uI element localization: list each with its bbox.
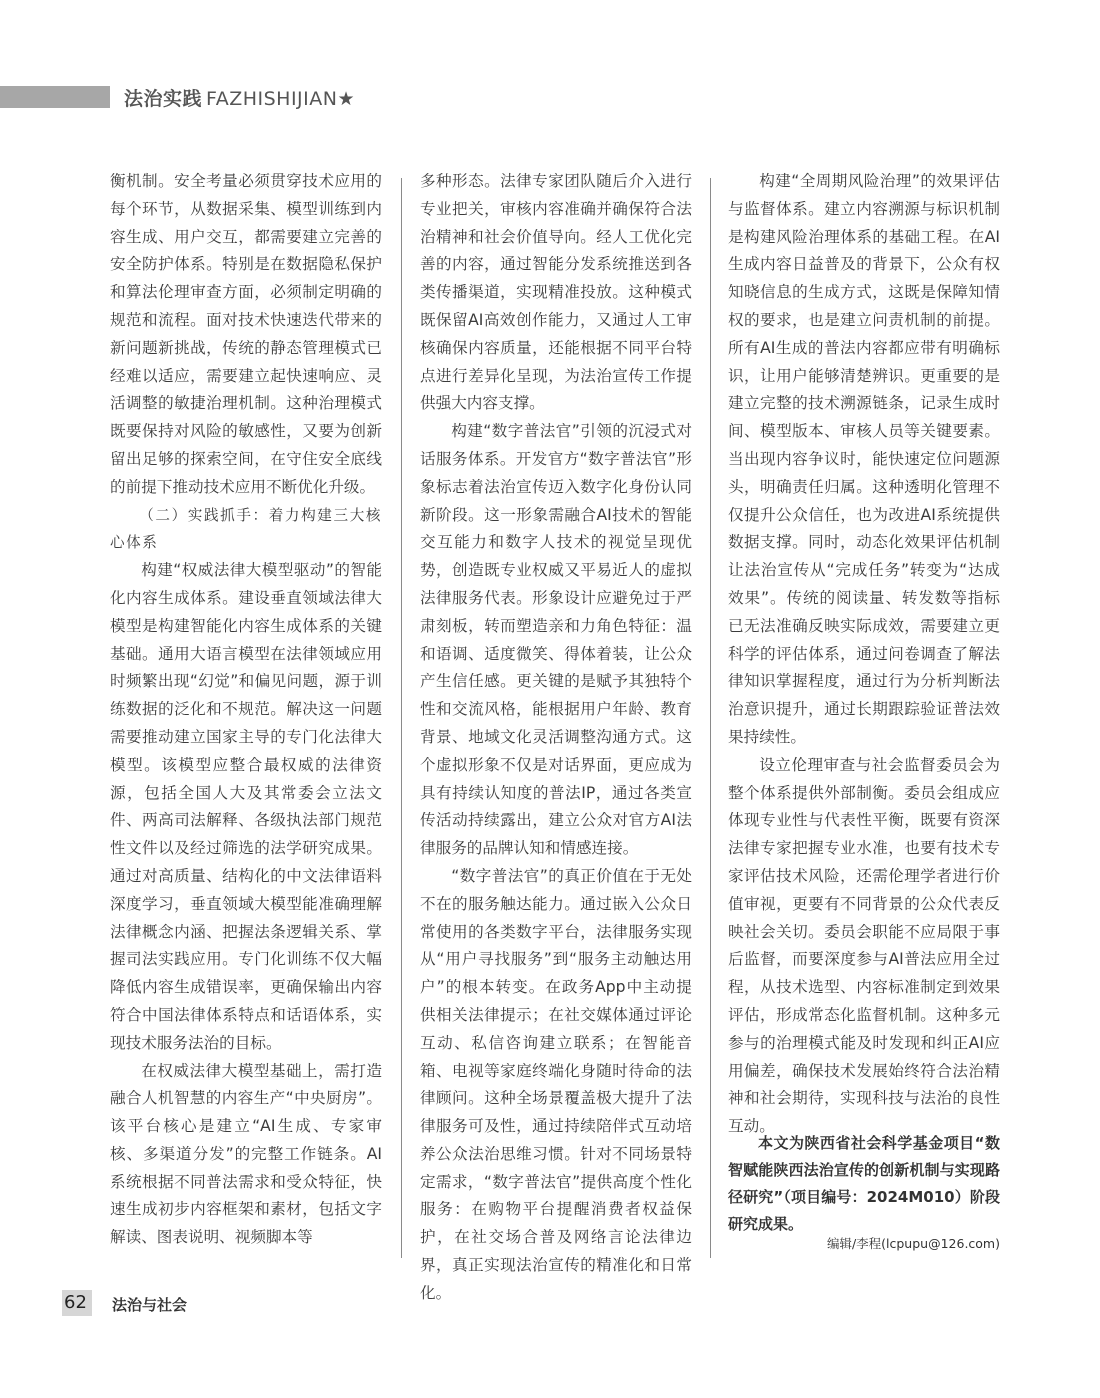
- header-bar: [0, 86, 110, 108]
- paragraph: 在权威法律大模型基础上，需打造融合人机智慧的内容生产“中央厨房”。该平台核心是建立“AI生成、专家审核、多渠道分发”的完整工作链条。AI系统根据不同普法需求和受众特征，快速生成初步内容框架和素材，包括文字解读、图表说明、视频脚本等: [110, 1061, 382, 1247]
- editor-credit: 编辑/李程(lcpupu@126.com): [826, 1236, 1000, 1251]
- column-rule-left: [401, 178, 402, 1258]
- paragraph: 构建“数字普法官”引领的沉浸式对话服务体系。开发官方“数字普法官”形象标志着法治宣传迈入数字化身份认同新阶段。这一形象需融合AI技术的智能交互能力和数字人技术的视觉呈现优势，创造既专业权威又平易近人的虚拟法律服务代表。形象设计应避免过于严肃刻板，转而塑造亲和力角色特征：温和语调、适度微笑、得体着装，让公众产生信任感。更关键的是赋予其独特个性和交流风格，能根据用户年龄、教育背景、地域文化灵活调整沟通方式。这个虚拟形象不仅是对话界面，更应成为具有持续认知度的普法IP，通过各类宣传活动持续露出，建立公众对官方AI法律服务的品牌认知和情感连接。: [420, 422, 692, 858]
- page-number: 62: [64, 1292, 87, 1313]
- paragraph: 构建“全周期风险治理”的效果评估与监督体系。建立内容溯源与标识机制是构建风险治理体系的基础工程。在AI生成内容日益普及的背景下，公众有权知晓信息的生成方式，这既是保障知情权的要求，也是建立问责机制的前提。所有AI生成的普法内容都应带有明确标识，让用户能够清楚辨识。更重要的是建立完整的技术溯源链条，记录生成时间、模型版本、审核人员等关键要素。当出现内容争议时，能快速定位问题源头，明确责任归属。这种透明化管理不仅提升公众信任，也为改进AI系统提供数据支撑。同时，动态化效果评估机制让法治宣传从“完成任务”转变为“达成效果”。传统的阅读量、转发数等指标已无法准确反映实际成效，需要建立更科学的评估体系，通过问卷调查了解法律知识掌握程度，通过行为分析判断法治意识提升，通过长期跟踪验证普法效果持续性。: [728, 172, 1000, 746]
- paragraph: 多种形态。法律专家团队随后介入进行专业把关，审核内容准确并确保符合法治精神和社会价值导向。经人工优化完善的内容，通过智能分发系统推送到各类传播渠道，实现精准投放。这种模式既保留AI高效创作能力，又通过人工审核确保内容质量，还能根据不同平台特点进行差异化呈现，为法治宣传工作提供强大内容支撑。: [420, 172, 692, 413]
- paragraph: 构建“权威法律大模型驱动”的智能化内容生成体系。建设垂直领域法律大模型是构建智能化内容生成体系的关键基础。通用大语言模型在法律领域应用时频繁出现“幻觉”和偏见问题，源于训练数据的泛化和不规范。解决这一问题需要推动建立国家主导的专门化法律大模型。该模型应整合最权威的法律资源，包括全国人大及其常委会立法文件、两高司法解释、各级执法部门规范性文件以及经过筛选的法学研究成果。通过对高质量、结构化的中文法律语料深度学习，垂直领域大模型能准确理解法律概念内涵、把握法条逻辑关系、掌握司法实践应用。专门化训练不仅大幅降低内容生成错误率，更确保输出内容符合中国法律体系特点和话语体系，实现技术服务法治的目标。: [110, 561, 382, 1052]
- section-title-en: FAZHISHIJIAN★: [206, 88, 356, 110]
- column-3: [728, 168, 1000, 1141]
- paragraph: “数字普法官”的真正价值在于无处不在的服务触达能力。通过嵌入公众日常使用的各类数字平台，法律服务实现从“用户寻找服务”到“服务主动触达用户”的根本转变。在政务App中主动提供相关法律提示；在社交媒体通过评论互动、私信咨询建立联系；在智能音箱、电视等家庭终端化身随时待命的法律顾问。这种全场景覆盖极大提升了法律服务可及性，通过持续陪伴式互动培养公众法治思维习惯。针对不同场景特定需求，“数字普法官”提供高度个性化服务：在购物平台提醒消费者权益保护，在社交场合普及网络言论法律边界，真正实现法治宣传的精准化和日常化。: [420, 866, 692, 1302]
- section-title: [124, 84, 355, 111]
- column-rule-right: [710, 178, 711, 1258]
- subheading: （二）实践抓手：着力构建三大核心体系: [110, 506, 382, 552]
- section-title-cn: 法治实践: [124, 88, 203, 110]
- column-1: [110, 168, 382, 1252]
- funding-note: 本文为陕西省社会科学基金项目“数智赋能陕西法治宣传的创新机制与实现路径研究”（项目编号：2024M010）阶段研究成果。: [728, 1134, 1000, 1233]
- paragraph: 设立伦理审查与社会监督委员会为整个体系提供外部制衡。委员会组成应体现专业性与代表性平衡，既要有资深法律专家把握专业水准，也要有技术专家评估技术风险，还需伦理学者进行价值审视，更要有不同背景的公众代表反映社会关切。委员会职能不应局限于事后监督，而要深度参与AI普法应用全过程，从技术选型、内容标准制定到效果评估，形成常态化监督机制。这种多元参与的治理模式能及时发现和纠正AI应用偏差，确保技术发展始终符合法治精神和社会期待，实现科技与法治的良性互动。: [728, 755, 1000, 1136]
- paragraph: 衡机制。安全考量必须贯穿技术应用的每个环节，从数据采集、模型训练到内容生成、用户交互，都需要建立完善的安全防护体系。特别是在数据隐私保护和算法伦理审查方面，必须制定明确的规范和流程。面对技术快速迭代带来的新问题新挑战，传统的静态管理模式已经难以适应，需要建立起快速响应、灵活调整的敏捷治理机制。这种治理模式既要保持对风险的敏感性，又要为创新留出足够的探索空间，在守住安全底线的前提下推动技术应用不断优化升级。: [110, 172, 382, 496]
- magazine-name: 法治与社会: [112, 1296, 188, 1314]
- column-2: [420, 168, 692, 1308]
